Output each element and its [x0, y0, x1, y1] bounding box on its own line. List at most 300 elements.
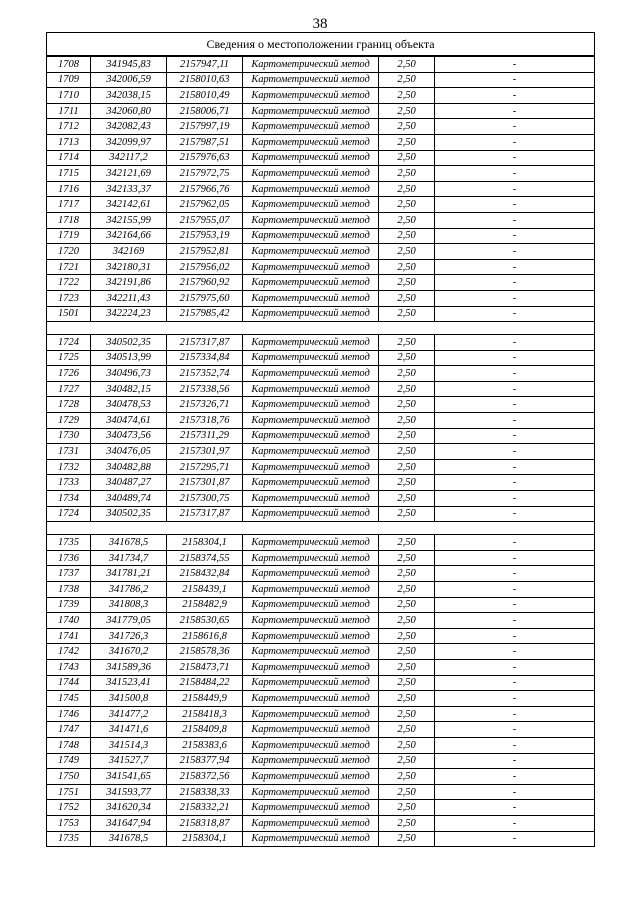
- point-number-cell: 1729: [47, 413, 91, 429]
- y-coordinate-cell: 2157318,76: [167, 413, 243, 429]
- description-cell: -: [435, 413, 595, 429]
- method-cell: Картометрический метод: [243, 737, 379, 753]
- x-coordinate-cell: 340496,73: [91, 366, 167, 382]
- table-row: [47, 335, 595, 351]
- point-number-cell: 1740: [47, 613, 91, 629]
- table-row: [47, 491, 595, 507]
- method-cell: Картометрический метод: [243, 290, 379, 306]
- y-coordinate-cell: 2157955,07: [167, 212, 243, 228]
- table-row: [47, 644, 595, 660]
- x-coordinate-cell: 341670,2: [91, 644, 167, 660]
- point-number-cell: 1749: [47, 753, 91, 769]
- description-cell: -: [435, 613, 595, 629]
- description-cell: -: [435, 769, 595, 785]
- method-cell: Картометрический метод: [243, 475, 379, 491]
- point-number-cell: 1501: [47, 306, 91, 322]
- point-number-cell: 1733: [47, 475, 91, 491]
- x-coordinate-cell: 342164,66: [91, 228, 167, 244]
- point-number-cell: 1713: [47, 134, 91, 150]
- table-row: [47, 428, 595, 444]
- method-cell: Картометрический метод: [243, 659, 379, 675]
- x-coordinate-cell: 340482,88: [91, 459, 167, 475]
- method-cell: Картометрический метод: [243, 197, 379, 213]
- x-coordinate-cell: 342133,37: [91, 181, 167, 197]
- point-number-cell: 1739: [47, 597, 91, 613]
- y-coordinate-cell: 2158616,8: [167, 628, 243, 644]
- method-cell: Картометрический метод: [243, 491, 379, 507]
- x-coordinate-cell: 341541,65: [91, 769, 167, 785]
- method-cell: Картометрический метод: [243, 769, 379, 785]
- method-cell: Картометрический метод: [243, 72, 379, 88]
- y-coordinate-cell: 2158338,33: [167, 784, 243, 800]
- x-coordinate-cell: 342121,69: [91, 166, 167, 182]
- boundary-coordinates-table: [46, 32, 595, 847]
- description-cell: -: [435, 335, 595, 351]
- method-cell: Картометрический метод: [243, 413, 379, 429]
- accuracy-cell: 2,50: [379, 769, 435, 785]
- table-row: [47, 306, 595, 322]
- method-cell: Картометрический метод: [243, 675, 379, 691]
- x-coordinate-cell: 341678,5: [91, 535, 167, 551]
- y-coordinate-cell: 2157326,71: [167, 397, 243, 413]
- table-row: [47, 228, 595, 244]
- y-coordinate-cell: 2158010,49: [167, 88, 243, 104]
- point-number-cell: 1734: [47, 491, 91, 507]
- accuracy-cell: 2,50: [379, 150, 435, 166]
- point-number-cell: 1718: [47, 212, 91, 228]
- description-cell: -: [435, 119, 595, 135]
- y-coordinate-cell: 2157317,87: [167, 506, 243, 522]
- x-coordinate-cell: 340473,56: [91, 428, 167, 444]
- point-number-cell: 1741: [47, 628, 91, 644]
- x-coordinate-cell: 341945,83: [91, 56, 167, 72]
- accuracy-cell: 2,50: [379, 737, 435, 753]
- x-coordinate-cell: 342211,43: [91, 290, 167, 306]
- accuracy-cell: 2,50: [379, 350, 435, 366]
- point-number-cell: 1728: [47, 397, 91, 413]
- accuracy-cell: 2,50: [379, 550, 435, 566]
- table-row: [47, 831, 595, 847]
- point-number-cell: 1712: [47, 119, 91, 135]
- point-number-cell: 1724: [47, 506, 91, 522]
- group-separator-cell: [47, 322, 595, 335]
- table-row: [47, 150, 595, 166]
- group-separator-row: [47, 522, 595, 535]
- accuracy-cell: 2,50: [379, 212, 435, 228]
- table-row: [47, 275, 595, 291]
- y-coordinate-cell: 2157972,75: [167, 166, 243, 182]
- page-number: 38: [312, 16, 328, 32]
- y-coordinate-cell: 2158473,71: [167, 659, 243, 675]
- accuracy-cell: 2,50: [379, 119, 435, 135]
- point-number-cell: 1747: [47, 722, 91, 738]
- table-row: [47, 535, 595, 551]
- point-number-cell: 1719: [47, 228, 91, 244]
- group-separator-row: [47, 322, 595, 335]
- point-number-cell: 1735: [47, 831, 91, 847]
- table-row: [47, 103, 595, 119]
- accuracy-cell: 2,50: [379, 413, 435, 429]
- description-cell: -: [435, 675, 595, 691]
- accuracy-cell: 2,50: [379, 582, 435, 598]
- method-cell: Картометрический метод: [243, 815, 379, 831]
- x-coordinate-cell: 340489,74: [91, 491, 167, 507]
- accuracy-cell: 2,50: [379, 644, 435, 660]
- y-coordinate-cell: 2157300,75: [167, 491, 243, 507]
- y-coordinate-cell: 2158530,65: [167, 613, 243, 629]
- table-row: [47, 800, 595, 816]
- y-coordinate-cell: 2157338,56: [167, 381, 243, 397]
- description-cell: -: [435, 800, 595, 816]
- x-coordinate-cell: 342006,59: [91, 72, 167, 88]
- description-cell: -: [435, 566, 595, 582]
- description-cell: -: [435, 259, 595, 275]
- accuracy-cell: 2,50: [379, 181, 435, 197]
- description-cell: -: [435, 150, 595, 166]
- description-cell: -: [435, 181, 595, 197]
- point-number-cell: 1714: [47, 150, 91, 166]
- method-cell: Картометрический метод: [243, 831, 379, 847]
- x-coordinate-cell: 341620,34: [91, 800, 167, 816]
- point-number-cell: 1737: [47, 566, 91, 582]
- table-row: [47, 769, 595, 785]
- description-cell: -: [435, 706, 595, 722]
- accuracy-cell: 2,50: [379, 428, 435, 444]
- description-cell: -: [435, 134, 595, 150]
- y-coordinate-cell: 2158439,1: [167, 582, 243, 598]
- method-cell: Картометрический метод: [243, 535, 379, 551]
- table-row: [47, 56, 595, 72]
- method-cell: Картометрический метод: [243, 119, 379, 135]
- accuracy-cell: 2,50: [379, 459, 435, 475]
- x-coordinate-cell: 340513,99: [91, 350, 167, 366]
- description-cell: -: [435, 166, 595, 182]
- table-row: [47, 582, 595, 598]
- point-number-cell: 1738: [47, 582, 91, 598]
- method-cell: Картометрический метод: [243, 613, 379, 629]
- method-cell: Картометрический метод: [243, 800, 379, 816]
- method-cell: Картометрический метод: [243, 722, 379, 738]
- accuracy-cell: 2,50: [379, 535, 435, 551]
- accuracy-cell: 2,50: [379, 659, 435, 675]
- table-row: [47, 815, 595, 831]
- x-coordinate-cell: 341786,2: [91, 582, 167, 598]
- y-coordinate-cell: 2157334,84: [167, 350, 243, 366]
- method-cell: Картометрический метод: [243, 753, 379, 769]
- x-coordinate-cell: 341647,94: [91, 815, 167, 831]
- y-coordinate-cell: 2157317,87: [167, 335, 243, 351]
- table-title: Сведения о местоположении границ объекта: [47, 33, 595, 57]
- method-cell: Картометрический метод: [243, 275, 379, 291]
- description-cell: -: [435, 103, 595, 119]
- accuracy-cell: 2,50: [379, 753, 435, 769]
- method-cell: Картометрический метод: [243, 784, 379, 800]
- x-coordinate-cell: 342191,86: [91, 275, 167, 291]
- table-row: [47, 566, 595, 582]
- method-cell: Картометрический метод: [243, 628, 379, 644]
- method-cell: Картометрический метод: [243, 459, 379, 475]
- method-cell: Картометрический метод: [243, 56, 379, 72]
- y-coordinate-cell: 2158304,1: [167, 831, 243, 847]
- y-coordinate-cell: 2157301,97: [167, 444, 243, 460]
- y-coordinate-cell: 2157947,11: [167, 56, 243, 72]
- table-row: [47, 628, 595, 644]
- y-coordinate-cell: 2158432,84: [167, 566, 243, 582]
- y-coordinate-cell: 2158332,21: [167, 800, 243, 816]
- description-cell: -: [435, 659, 595, 675]
- method-cell: Картометрический метод: [243, 397, 379, 413]
- point-number-cell: 1715: [47, 166, 91, 182]
- x-coordinate-cell: 341808,3: [91, 597, 167, 613]
- method-cell: Картометрический метод: [243, 597, 379, 613]
- y-coordinate-cell: 2157352,74: [167, 366, 243, 382]
- description-cell: -: [435, 88, 595, 104]
- y-coordinate-cell: 2158409,8: [167, 722, 243, 738]
- description-cell: -: [435, 753, 595, 769]
- description-cell: -: [435, 459, 595, 475]
- y-coordinate-cell: 2158374,55: [167, 550, 243, 566]
- table-row: [47, 459, 595, 475]
- x-coordinate-cell: 340478,53: [91, 397, 167, 413]
- point-number-cell: 1717: [47, 197, 91, 213]
- x-coordinate-cell: 340482,15: [91, 381, 167, 397]
- point-number-cell: 1726: [47, 366, 91, 382]
- point-number-cell: 1753: [47, 815, 91, 831]
- method-cell: Картометрический метод: [243, 444, 379, 460]
- method-cell: Картометрический метод: [243, 88, 379, 104]
- accuracy-cell: 2,50: [379, 675, 435, 691]
- point-number-cell: 1745: [47, 691, 91, 707]
- description-cell: -: [435, 244, 595, 260]
- x-coordinate-cell: 341589,36: [91, 659, 167, 675]
- accuracy-cell: 2,50: [379, 597, 435, 613]
- method-cell: Картометрический метод: [243, 103, 379, 119]
- method-cell: Картометрический метод: [243, 381, 379, 397]
- method-cell: Картометрический метод: [243, 706, 379, 722]
- table-row: [47, 88, 595, 104]
- y-coordinate-cell: 2158010,63: [167, 72, 243, 88]
- y-coordinate-cell: 2158318,87: [167, 815, 243, 831]
- table-row: [47, 444, 595, 460]
- y-coordinate-cell: 2158372,56: [167, 769, 243, 785]
- accuracy-cell: 2,50: [379, 290, 435, 306]
- method-cell: Картометрический метод: [243, 259, 379, 275]
- description-cell: -: [435, 290, 595, 306]
- description-cell: -: [435, 644, 595, 660]
- description-cell: -: [435, 428, 595, 444]
- table-row: [47, 397, 595, 413]
- accuracy-cell: 2,50: [379, 613, 435, 629]
- accuracy-cell: 2,50: [379, 275, 435, 291]
- accuracy-cell: 2,50: [379, 166, 435, 182]
- description-cell: -: [435, 550, 595, 566]
- table-row: [47, 72, 595, 88]
- table-row: [47, 259, 595, 275]
- description-cell: -: [435, 737, 595, 753]
- y-coordinate-cell: 2157975,60: [167, 290, 243, 306]
- y-coordinate-cell: 2157966,76: [167, 181, 243, 197]
- y-coordinate-cell: 2157301,87: [167, 475, 243, 491]
- description-cell: -: [435, 306, 595, 322]
- x-coordinate-cell: 340502,35: [91, 506, 167, 522]
- point-number-cell: 1710: [47, 88, 91, 104]
- method-cell: Картометрический метод: [243, 350, 379, 366]
- accuracy-cell: 2,50: [379, 56, 435, 72]
- x-coordinate-cell: 341477,2: [91, 706, 167, 722]
- accuracy-cell: 2,50: [379, 306, 435, 322]
- y-coordinate-cell: 2157962,05: [167, 197, 243, 213]
- table-row: [47, 722, 595, 738]
- y-coordinate-cell: 2157956,02: [167, 259, 243, 275]
- x-coordinate-cell: 342117,2: [91, 150, 167, 166]
- table-row: [47, 706, 595, 722]
- description-cell: -: [435, 691, 595, 707]
- point-number-cell: 1711: [47, 103, 91, 119]
- accuracy-cell: 2,50: [379, 366, 435, 382]
- accuracy-cell: 2,50: [379, 831, 435, 847]
- point-number-cell: 1724: [47, 335, 91, 351]
- y-coordinate-cell: 2157952,81: [167, 244, 243, 260]
- description-cell: -: [435, 831, 595, 847]
- accuracy-cell: 2,50: [379, 475, 435, 491]
- description-cell: -: [435, 628, 595, 644]
- accuracy-cell: 2,50: [379, 197, 435, 213]
- x-coordinate-cell: 341593,77: [91, 784, 167, 800]
- point-number-cell: 1721: [47, 259, 91, 275]
- method-cell: Картометрический метод: [243, 244, 379, 260]
- description-cell: -: [435, 381, 595, 397]
- table-row: [47, 290, 595, 306]
- method-cell: Картометрический метод: [243, 582, 379, 598]
- description-cell: -: [435, 197, 595, 213]
- method-cell: Картометрический метод: [243, 134, 379, 150]
- description-cell: -: [435, 784, 595, 800]
- accuracy-cell: 2,50: [379, 691, 435, 707]
- table-row: [47, 166, 595, 182]
- point-number-cell: 1720: [47, 244, 91, 260]
- description-cell: -: [435, 475, 595, 491]
- point-number-cell: 1723: [47, 290, 91, 306]
- accuracy-cell: 2,50: [379, 722, 435, 738]
- accuracy-cell: 2,50: [379, 88, 435, 104]
- point-number-cell: 1731: [47, 444, 91, 460]
- x-coordinate-cell: 341500,8: [91, 691, 167, 707]
- table-row: [47, 413, 595, 429]
- x-coordinate-cell: 342099,97: [91, 134, 167, 150]
- method-cell: Картометрический метод: [243, 166, 379, 182]
- method-cell: Картометрический метод: [243, 644, 379, 660]
- point-number-cell: 1727: [47, 381, 91, 397]
- description-cell: -: [435, 212, 595, 228]
- table-row: [47, 613, 595, 629]
- method-cell: Картометрический метод: [243, 228, 379, 244]
- x-coordinate-cell: 342060,80: [91, 103, 167, 119]
- x-coordinate-cell: 342169: [91, 244, 167, 260]
- point-number-cell: 1730: [47, 428, 91, 444]
- description-cell: -: [435, 350, 595, 366]
- method-cell: Картометрический метод: [243, 335, 379, 351]
- table-row: [47, 197, 595, 213]
- accuracy-cell: 2,50: [379, 397, 435, 413]
- x-coordinate-cell: 342082,43: [91, 119, 167, 135]
- point-number-cell: 1716: [47, 181, 91, 197]
- accuracy-cell: 2,50: [379, 491, 435, 507]
- x-coordinate-cell: 342038,15: [91, 88, 167, 104]
- point-number-cell: 1722: [47, 275, 91, 291]
- y-coordinate-cell: 2158304,1: [167, 535, 243, 551]
- table-row: [47, 119, 595, 135]
- method-cell: Картометрический метод: [243, 306, 379, 322]
- accuracy-cell: 2,50: [379, 103, 435, 119]
- y-coordinate-cell: 2158383,6: [167, 737, 243, 753]
- table-row: [47, 134, 595, 150]
- point-number-cell: 1752: [47, 800, 91, 816]
- accuracy-cell: 2,50: [379, 72, 435, 88]
- description-cell: -: [435, 815, 595, 831]
- point-number-cell: 1742: [47, 644, 91, 660]
- y-coordinate-cell: 2157960,92: [167, 275, 243, 291]
- x-coordinate-cell: 340476,05: [91, 444, 167, 460]
- description-cell: -: [435, 506, 595, 522]
- accuracy-cell: 2,50: [379, 566, 435, 582]
- table-row: [47, 675, 595, 691]
- x-coordinate-cell: 341781,21: [91, 566, 167, 582]
- point-number-cell: 1744: [47, 675, 91, 691]
- group-separator-cell: [47, 522, 595, 535]
- description-cell: -: [435, 228, 595, 244]
- accuracy-cell: 2,50: [379, 815, 435, 831]
- table-row: [47, 784, 595, 800]
- x-coordinate-cell: 341514,3: [91, 737, 167, 753]
- point-number-cell: 1746: [47, 706, 91, 722]
- point-number-cell: 1735: [47, 535, 91, 551]
- x-coordinate-cell: 342155,99: [91, 212, 167, 228]
- y-coordinate-cell: 2158482,9: [167, 597, 243, 613]
- description-cell: -: [435, 535, 595, 551]
- point-number-cell: 1750: [47, 769, 91, 785]
- accuracy-cell: 2,50: [379, 228, 435, 244]
- point-number-cell: 1743: [47, 659, 91, 675]
- x-coordinate-cell: 341726,3: [91, 628, 167, 644]
- y-coordinate-cell: 2157985,42: [167, 306, 243, 322]
- point-number-cell: 1709: [47, 72, 91, 88]
- accuracy-cell: 2,50: [379, 259, 435, 275]
- y-coordinate-cell: 2158418,3: [167, 706, 243, 722]
- method-cell: Картометрический метод: [243, 428, 379, 444]
- x-coordinate-cell: 340502,35: [91, 335, 167, 351]
- method-cell: Картометрический метод: [243, 550, 379, 566]
- method-cell: Картометрический метод: [243, 566, 379, 582]
- x-coordinate-cell: 341779,05: [91, 613, 167, 629]
- table-row: [47, 659, 595, 675]
- accuracy-cell: 2,50: [379, 134, 435, 150]
- accuracy-cell: 2,50: [379, 444, 435, 460]
- table-row: [47, 691, 595, 707]
- y-coordinate-cell: 2158484,22: [167, 675, 243, 691]
- table-row: [47, 181, 595, 197]
- description-cell: -: [435, 366, 595, 382]
- table-row: [47, 475, 595, 491]
- accuracy-cell: 2,50: [379, 784, 435, 800]
- y-coordinate-cell: 2157987,51: [167, 134, 243, 150]
- y-coordinate-cell: 2157311,29: [167, 428, 243, 444]
- x-coordinate-cell: 342142,61: [91, 197, 167, 213]
- x-coordinate-cell: 342180,31: [91, 259, 167, 275]
- table-row: [47, 212, 595, 228]
- table-row: [47, 753, 595, 769]
- accuracy-cell: 2,50: [379, 628, 435, 644]
- table-row: [47, 597, 595, 613]
